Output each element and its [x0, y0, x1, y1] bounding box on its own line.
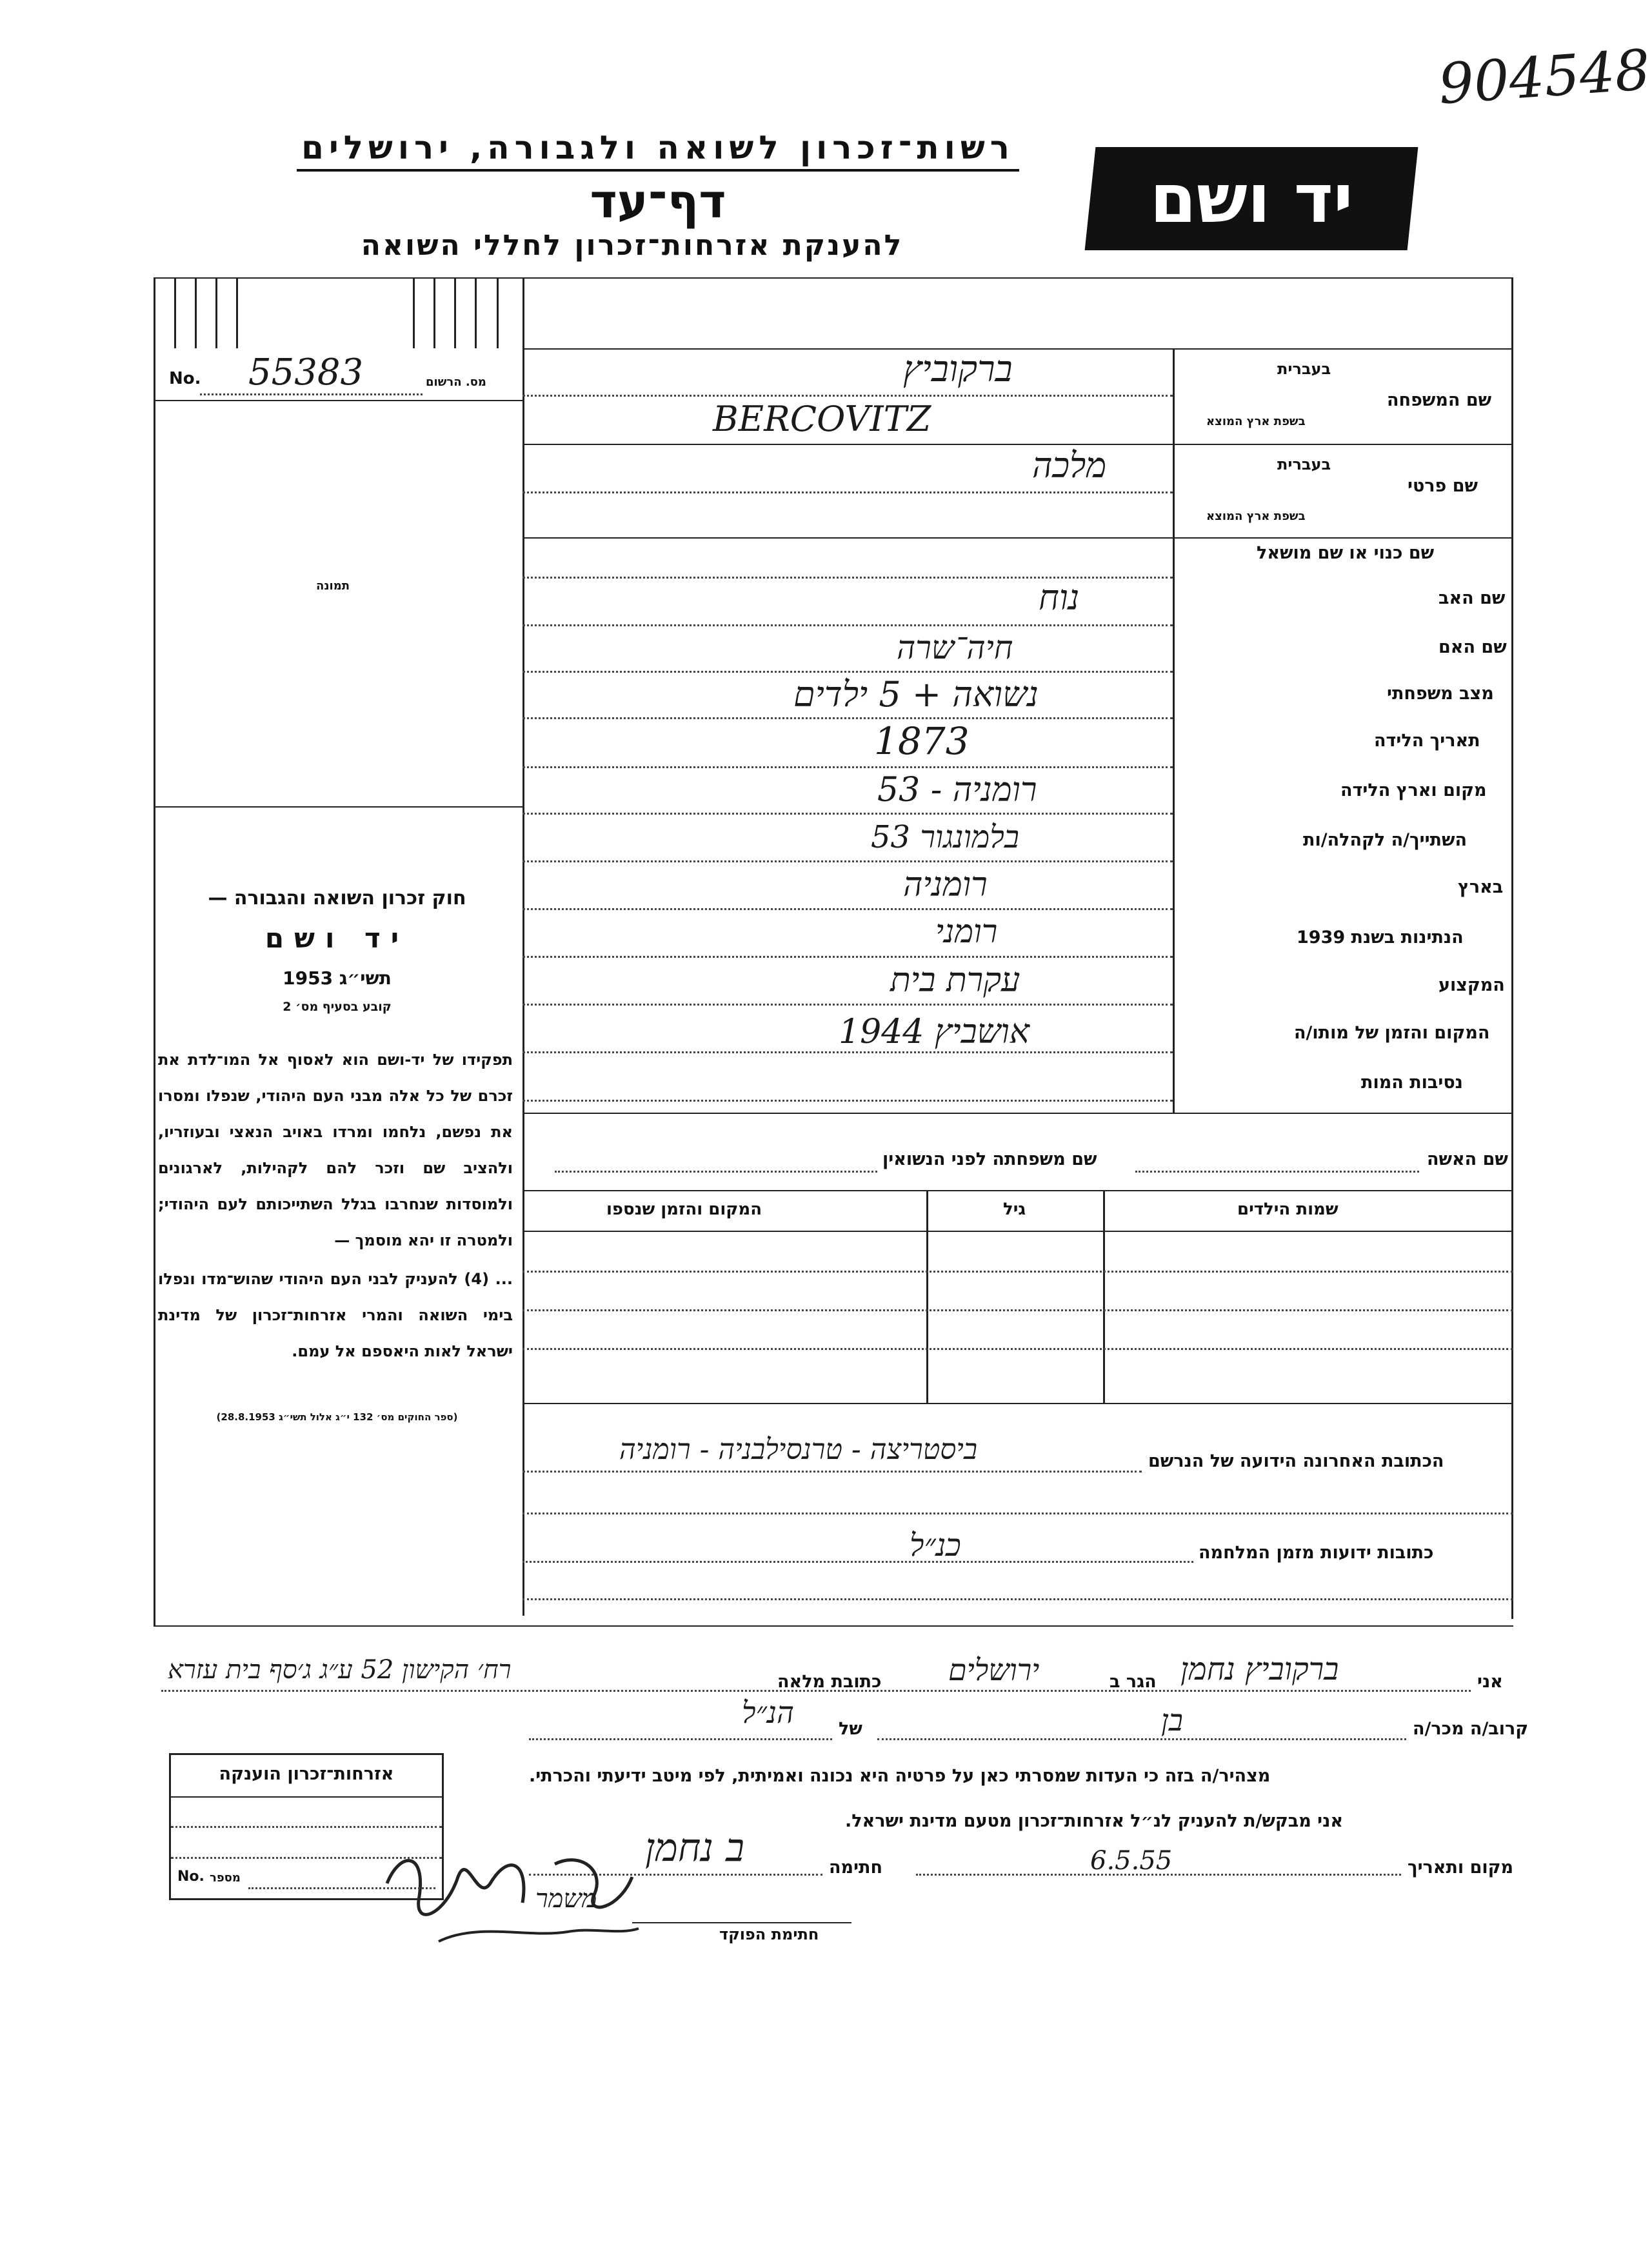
law-text-2: ... (4) להעניק לבני העם היהודי שהוש־מדו ונפלו בימי השואה והמרי אזרחות־זכרון של מדינת ישראל לאות היאספם אל עמם.	[158, 1270, 513, 1360]
value-place-date[interactable]: 6.5.55	[1090, 1846, 1173, 1876]
label-last-address: הכתובת האחרונה הידועה של הנרשם	[1148, 1451, 1444, 1471]
label-country: בארץ	[1458, 877, 1504, 897]
label-nickname: שם כנוי או שם מושאל	[1257, 543, 1435, 563]
label-family-name: שם המשפחה	[1387, 390, 1492, 410]
value-address[interactable]: רח׳ הקישון 52 ע״ג ג׳סף בית עזרא	[168, 1655, 512, 1685]
label-death-place-time: המקום והזמן של מותו/ה	[1294, 1023, 1490, 1043]
label-address: כתובת מלאה	[777, 1672, 882, 1692]
field-line	[877, 1738, 1406, 1740]
value-war-address[interactable]: כנ״ל	[910, 1527, 961, 1563]
form-subtitle: להענקת אזרחות־זכרון לחללי השואה	[361, 229, 904, 262]
citizenship-box-title: אזרחות־זכרון הוענקה	[219, 1764, 394, 1784]
field-line	[522, 813, 1173, 815]
sublabel-origin: בשפת ארץ המוצא	[1206, 415, 1306, 428]
label-birthplace: מקום וארץ הלידה	[1340, 780, 1487, 800]
field-line	[522, 956, 1173, 958]
field-line	[916, 1874, 1401, 1876]
box-line	[171, 1796, 442, 1798]
row-line	[522, 348, 1513, 350]
cell-line	[454, 277, 456, 348]
table-col-line	[926, 1190, 928, 1403]
label-occupation: המקצוע	[1438, 975, 1505, 995]
law-name: יד ושם	[264, 922, 410, 954]
table-col-line	[1103, 1190, 1105, 1403]
law-text-1: תפקידו של יד-ושם הוא לאסוף אל המו־לדת את זכרם של כל אלה מבני העם היהודי, שנפלו ומסרו את נפשם, נלחמו ומרדו באויב הנאצי ובעוזריו, ולהציב שם וזכר להם לקהילות, לארגונים ולמוסדות שנחרבו בגלל השתייכותם לעם היהודי; ולמטרה זו יהא מוסמך —	[158, 1051, 513, 1249]
law-source: (ספר החוקים מס׳ 132 י״ג אלול תשי״ג 28.8.1953)	[216, 1411, 458, 1423]
citizenship-granted-box	[169, 1753, 444, 1900]
officer-signature[interactable]: משמר	[535, 1884, 597, 1914]
frame-divider	[522, 277, 524, 1616]
registration-label: מס. הרשום	[426, 375, 486, 389]
value-community[interactable]: בלמונגור 53	[871, 819, 1019, 855]
box-line	[171, 1826, 442, 1828]
sublabel-hebrew: בעברית	[1277, 455, 1331, 473]
registration-line	[200, 393, 423, 395]
box-line	[248, 1887, 435, 1889]
field-line	[522, 624, 1173, 626]
citizenship-number-label: מספר	[210, 1871, 241, 1885]
label-wife: שם האשה	[1427, 1149, 1508, 1169]
table-row	[522, 1271, 1513, 1273]
value-of[interactable]: הנ״ל	[742, 1695, 794, 1730]
field-line	[1135, 1171, 1419, 1173]
registration-no-label: No.	[169, 369, 201, 388]
law-title: חוק זכרון השואה והגבורה —	[208, 887, 466, 909]
archive-stamp-number: 904548	[1436, 37, 1652, 117]
label-signature: חתימה	[829, 1858, 883, 1878]
sublabel-origin: בשפת ארץ המוצא	[1206, 510, 1306, 523]
frame-top	[154, 277, 1513, 279]
field-line	[529, 1738, 832, 1740]
label-citizenship-1939: הנתינות בשנת 1939	[1297, 928, 1464, 947]
field-line	[522, 1100, 1173, 1102]
authority-title: רשות־זכרון לשואה ולגבורה, ירושלים	[297, 129, 1019, 172]
field-line	[522, 1513, 1513, 1514]
label-death-circumstances: נסיבות המות	[1361, 1073, 1463, 1093]
value-occupation[interactable]: עקרת בית	[890, 961, 1020, 1000]
value-declarant-name[interactable]: ברקוביץ נחמן	[1180, 1651, 1339, 1687]
label-relative: קרוב/ה מכר/ה	[1413, 1719, 1529, 1739]
label-marital: מצב משפחתי	[1387, 684, 1494, 704]
label-birthdate: תאריך הלידה	[1374, 731, 1480, 751]
value-birthplace[interactable]: רומניה - 53	[877, 771, 1037, 809]
field-line	[522, 1051, 1173, 1053]
section-line	[522, 1403, 1513, 1404]
field-line	[555, 1171, 877, 1173]
children-header-place: המקום והזמן שנספו	[606, 1200, 762, 1219]
value-signature[interactable]: ב נחמן	[645, 1825, 744, 1870]
label-resides: הגר ב	[1110, 1672, 1157, 1692]
label-mother: שם האם	[1438, 637, 1507, 657]
value-last-address[interactable]: ביסטריצה - טרנסילבניה - רומניה	[619, 1433, 978, 1466]
value-death-place-time[interactable]: אושביץ 1944	[839, 1013, 1030, 1051]
registration-number: 55383	[248, 352, 364, 393]
law-clause: קובע בסעיף מס׳ 2	[283, 1000, 392, 1014]
cell-line	[413, 277, 415, 348]
cell-line	[236, 277, 238, 348]
value-city[interactable]: ירושלים	[948, 1652, 1040, 1687]
field-line	[522, 1471, 1142, 1473]
table-row-line	[522, 1231, 1513, 1232]
value-mother[interactable]: חיה־שרה	[897, 629, 1013, 666]
value-family-name-origin[interactable]: BERCOVITZ	[713, 399, 931, 439]
field-line	[522, 717, 1173, 719]
citizenship-no-label: No.	[177, 1869, 204, 1885]
value-country[interactable]: רומניה	[903, 866, 988, 904]
value-family-name[interactable]: ברקוביץ	[903, 348, 1013, 390]
box-line	[171, 1857, 442, 1859]
label-father: שם האב	[1438, 588, 1506, 608]
label-divider	[1173, 348, 1175, 1113]
label-of: של	[839, 1719, 862, 1739]
label-i: אני	[1477, 1672, 1503, 1692]
field-line	[522, 395, 1173, 397]
reg-row-line	[154, 400, 522, 401]
label-officer-signature: חתימת הפוקד	[719, 1925, 819, 1943]
table-row	[522, 1309, 1513, 1311]
request-text: אני מבקש/ת להעניק לנ״ל אזרחות־זכרון מטעם מדינת ישראל.	[845, 1811, 1344, 1831]
form-title: דף־עד	[590, 174, 726, 228]
row-line	[522, 537, 1513, 539]
field-line	[522, 1598, 1513, 1600]
photo-bottom	[154, 806, 522, 808]
field-line	[522, 1561, 1193, 1563]
frame-right	[1511, 277, 1513, 1619]
cell-line	[433, 277, 435, 348]
field-line	[522, 1004, 1173, 1006]
frame-left	[154, 277, 155, 1625]
value-marital[interactable]: נשואה + 5 ילדים	[793, 674, 1039, 715]
value-citizenship-1939[interactable]: רומני	[935, 913, 998, 950]
label-war-address: כתובות ידועות מזמן המלחמה	[1199, 1543, 1434, 1563]
sublabel-hebrew: בעברית	[1277, 360, 1331, 378]
value-father[interactable]: נוח	[1039, 577, 1080, 618]
label-given-name: שם פרטי	[1408, 476, 1478, 496]
section-line	[522, 1113, 1513, 1114]
logo-text: יד ושם	[1149, 159, 1353, 238]
photo-label: תמונה	[316, 579, 350, 593]
row-line	[522, 444, 1513, 445]
field-line	[522, 766, 1173, 768]
cell-line	[174, 277, 176, 348]
yad-vashem-logo	[1085, 147, 1418, 250]
field-line	[522, 860, 1173, 862]
law-year: תשי״ג 1953	[283, 967, 392, 989]
cell-line	[195, 277, 197, 348]
cell-line	[475, 277, 477, 348]
value-relation[interactable]: בן	[1161, 1703, 1183, 1738]
field-line	[161, 1690, 1471, 1692]
label-wife-maiden: שם משפחתה לפני הנשואין	[882, 1149, 1097, 1169]
label-community: השתייך/ה לקהלה/ות	[1303, 830, 1467, 850]
children-header-names: שמות הילדים	[1237, 1200, 1339, 1219]
declaration-top-line	[154, 1625, 1513, 1627]
field-line	[522, 908, 1173, 910]
section-line	[522, 1190, 1513, 1191]
field-line	[522, 491, 1173, 493]
table-row	[522, 1348, 1513, 1350]
children-header-age: גיל	[1003, 1200, 1026, 1219]
cell-line	[497, 277, 499, 348]
officer-line	[632, 1922, 851, 1923]
declaration-text: מצהיר/ה בזה כי העדות שמסרתי כאן על פרטיה היא נכונה ואמיתית, לפי מיטב ידיעתי והכרתי.	[529, 1766, 1271, 1786]
label-place-date: מקום ותאריך	[1408, 1858, 1514, 1878]
field-line	[522, 671, 1173, 673]
cell-line	[215, 277, 217, 348]
value-given-name[interactable]: מלכה	[1032, 445, 1107, 486]
value-birthdate[interactable]: 1873	[874, 719, 970, 763]
